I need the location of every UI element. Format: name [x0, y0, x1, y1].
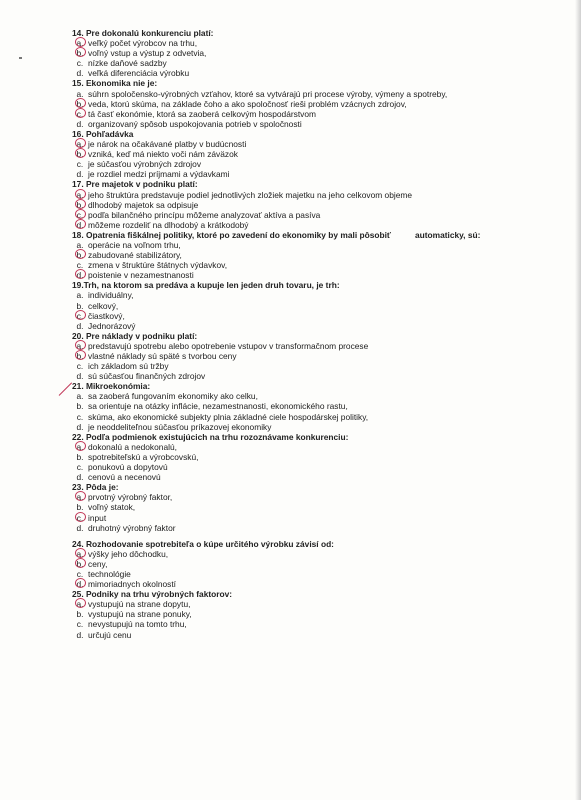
question-block [72, 28, 572, 78]
question-title [72, 230, 572, 240]
option-letter [75, 401, 85, 411]
option-letter-text: b. [76, 149, 84, 160]
answer-option [72, 599, 572, 609]
option-letter [75, 361, 85, 371]
option-letter-text: c. [76, 512, 84, 523]
option-text: zmena v štruktúre štátnych výdavkov, [88, 260, 228, 271]
question-title-text: 18. Opatrenia fiškálnej politiky, ktoré po zavedení do ekonomiky by mali pôsobiť [72, 229, 391, 240]
handwritten-circle-mark [75, 219, 86, 229]
answer-option [72, 210, 572, 220]
question-title [72, 179, 572, 189]
stray-mark [19, 57, 22, 59]
option-text: veľký počet výrobcov na trhu, [88, 38, 198, 49]
option-text: voľný vstup a výstup z odvetvia, [88, 48, 207, 59]
option-letter [75, 250, 85, 260]
answer-option [72, 452, 572, 462]
handwritten-circle-mark [75, 98, 86, 108]
answer-option [72, 290, 572, 300]
answer-option [72, 609, 572, 619]
option-letter-text: c. [76, 159, 84, 170]
option-letter [75, 270, 85, 280]
option-text: vlastné náklady sú späté s tvorbou ceny [88, 351, 237, 361]
option-letter-text: b. [76, 558, 84, 569]
option-text: je súčasťou výrobných zdrojov [88, 159, 202, 170]
option-letter [75, 502, 85, 512]
option-letter-text: a. [76, 340, 84, 351]
handwritten-circle-mark [75, 598, 86, 608]
option-text: voľný statok, [88, 502, 136, 513]
option-letter-text: d. [76, 579, 84, 590]
option-letter [75, 523, 85, 533]
option-letter [75, 58, 85, 68]
option-letter [75, 149, 85, 159]
option-letter [75, 351, 85, 361]
option-text: ceny, [88, 558, 108, 569]
answer-option [72, 391, 572, 401]
handwritten-circle-mark [75, 512, 86, 522]
answer-option [72, 169, 572, 179]
option-letter [75, 452, 85, 462]
answer-option [72, 58, 572, 68]
option-letter-text: d. [76, 629, 84, 640]
option-letter-text: a. [76, 391, 84, 402]
option-text: dokonalú a nedokonalú, [88, 441, 177, 452]
answer-option [72, 630, 572, 640]
answer-option [72, 321, 572, 331]
answer-option [72, 159, 572, 169]
option-text: dlhodobý majetok sa odpisuje [88, 199, 199, 210]
option-letter [75, 159, 85, 169]
handwritten-circle-mark [75, 189, 86, 199]
option-letter-text: d. [76, 118, 84, 129]
answer-option [72, 139, 572, 149]
answer-option [72, 559, 572, 569]
option-text: veda, ktorú skúma, na základe čoho a ako spoločnosť rieši problém vzácnych zdrojov, [88, 98, 407, 109]
option-letter [75, 169, 85, 179]
option-letter-text: d. [76, 522, 84, 533]
option-letter-text: c. [76, 411, 84, 422]
question-title-tail: automaticky, sú: [414, 229, 481, 240]
answer-option [72, 149, 572, 159]
option-letter-text: d. [76, 371, 84, 382]
question-block [72, 280, 572, 330]
question-block [72, 179, 572, 229]
option-text: vzniká, keď má niekto voči nám záväzok [88, 149, 238, 160]
option-letter-text: c. [76, 108, 84, 119]
handwritten-circle-mark [75, 548, 86, 558]
question-list [72, 28, 572, 640]
handwritten-circle-mark [75, 209, 86, 219]
option-letter-text: a. [76, 189, 84, 200]
option-letter [75, 68, 85, 78]
option-letter [75, 290, 85, 300]
answer-option [72, 341, 572, 351]
option-letter [75, 412, 85, 422]
answer-option [72, 361, 572, 371]
answer-option [72, 190, 572, 200]
answer-option [72, 301, 572, 311]
answer-option [72, 462, 572, 472]
answer-option [72, 89, 572, 99]
option-text: podľa bilančného princípu môžeme analyzovať aktíva a pasíva [88, 209, 321, 220]
option-letter-text: a. [76, 599, 84, 610]
option-text: súhrn spoločensko-výrobných vzťahov, ktoré sa vytvárajú pri procese výroby, výmeny a spotreby, [88, 88, 448, 99]
option-letter [75, 321, 85, 331]
option-letter-text: c. [76, 209, 84, 220]
option-text: veľká diferenciácia výrobku [88, 68, 190, 79]
question-title-text: 15. Ekonomika nie je: [72, 78, 158, 89]
option-letter-text: a. [76, 492, 84, 503]
option-text: sa orientuje na otázky inflácie, nezamestnanosti, ekonomického rastu, [88, 401, 348, 412]
answer-option [72, 311, 572, 321]
option-letter-text: d. [76, 472, 84, 483]
question-title-text: 21. Mikroekonómia: [72, 381, 151, 392]
option-letter-text: b. [76, 250, 84, 261]
answer-option [72, 351, 572, 361]
question-block [72, 230, 572, 280]
question-block [72, 589, 572, 639]
question-title [72, 432, 572, 442]
option-letter-text: c. [76, 361, 84, 372]
handwritten-circle-mark [75, 350, 86, 360]
answer-option [72, 109, 572, 119]
option-letter-text: a. [76, 139, 84, 150]
question-title [72, 78, 572, 88]
question-block [72, 381, 572, 431]
option-letter-text: c. [76, 462, 84, 473]
answer-option [72, 513, 572, 523]
handwritten-circle-mark [75, 37, 86, 47]
option-letter-text: c. [76, 260, 84, 271]
option-letter [75, 599, 85, 609]
question-title [72, 381, 572, 391]
answer-option [72, 220, 572, 230]
handwritten-circle-mark [75, 148, 86, 158]
question-title [72, 589, 572, 599]
option-text: cenovú a necenovú [88, 472, 161, 483]
option-letter-text: d. [76, 320, 84, 331]
answer-option [72, 619, 572, 629]
option-text: skúma, ako ekonomické subjekty plnia základné ciele hospodárskej politiky, [88, 411, 369, 422]
answer-option [72, 442, 572, 452]
option-letter [75, 609, 85, 619]
option-letter-text: a. [76, 88, 84, 99]
answer-option [72, 371, 572, 381]
option-letter-text: a. [76, 290, 84, 301]
handwritten-circle-mark [75, 138, 86, 148]
option-text: individuálny, [88, 290, 134, 301]
answer-option [72, 502, 572, 512]
option-letter-text: b. [76, 451, 84, 462]
option-letter-text: a. [76, 441, 84, 452]
question-title-text: 24. Rozhodovanie spotrebiteľa o kúpe určitého výrobku závisí od: [72, 538, 334, 549]
option-text: spotrebiteľskú a výrobcovskú, [88, 451, 199, 462]
question-title-text: 16. Pohľadávka [72, 128, 134, 139]
answer-option [72, 250, 572, 260]
option-text: nízke daňové sadzby [88, 58, 167, 69]
option-letter [75, 48, 85, 58]
option-letter-text: a. [76, 38, 84, 49]
option-text: čiastkový, [88, 310, 125, 321]
answer-option [72, 200, 572, 210]
option-text: celkový, [88, 300, 119, 311]
page-edge-shadow [575, 0, 581, 800]
option-letter [75, 619, 85, 629]
option-letter-text: b. [76, 199, 84, 210]
handwritten-circle-mark [75, 340, 86, 350]
option-text: zabudované stabilizátory, [88, 250, 182, 261]
option-letter [75, 630, 85, 640]
handwritten-circle-mark [75, 441, 86, 451]
question-title-text: 20. Pre náklady v podniku platí: [72, 330, 198, 341]
question-block [72, 78, 572, 128]
handwritten-circle-mark [75, 578, 86, 588]
question-title-text: 25. Podniky na trhu výrobných faktorov: [72, 589, 233, 600]
answer-option [72, 492, 572, 502]
handwritten-circle-mark [75, 491, 86, 501]
answer-option [72, 48, 572, 58]
option-letter [75, 371, 85, 381]
handwritten-circle-mark [75, 269, 86, 279]
option-text: input [88, 512, 107, 523]
option-text: tá časť ekonómie, ktorá sa zaoberá celkovým hospodárstvom [88, 108, 316, 119]
answer-option [72, 401, 572, 411]
question-block [72, 482, 572, 532]
option-text: poistenie v nezamestnanosti [88, 270, 194, 281]
option-letter-text: a. [76, 239, 84, 250]
option-text: výšky jeho dôchodku, [88, 548, 169, 559]
handwritten-circle-mark [75, 249, 86, 259]
question-title [72, 28, 572, 38]
question-title-text: 19.Trh, na ktorom sa predáva a kupuje len jeden druh tovaru, je trh: [72, 280, 340, 291]
option-letter [75, 472, 85, 482]
option-letter [75, 579, 85, 589]
option-letter-text: b. [76, 609, 84, 620]
handwritten-circle-mark [75, 558, 86, 568]
option-text: Jednorázový [88, 320, 136, 331]
option-letter [75, 220, 85, 230]
option-text: je neoddeliteľnou súčasťou príkazovej ekonomiky [88, 421, 272, 432]
answer-option [72, 523, 572, 533]
option-letter [75, 109, 85, 119]
option-letter-text: c. [76, 568, 84, 579]
question-title-text: 14. Pre dokonalú konkurenciu platí: [72, 28, 214, 38]
question-block [72, 331, 572, 381]
option-letter-text: c. [76, 619, 84, 630]
option-text: určujú cenu [88, 629, 132, 640]
option-text: sú súčasťou finančných zdrojov [88, 371, 206, 382]
option-text: vystupujú na strane dopytu, [88, 599, 191, 610]
question-title-text: 17. Pre majetok v podniku platí: [72, 179, 198, 190]
question-block [72, 539, 572, 589]
option-letter [75, 513, 85, 523]
option-letter-text: d. [76, 68, 84, 79]
option-letter [75, 391, 85, 401]
handwritten-circle-mark [75, 199, 86, 209]
option-text: nevystupujú na tomto trhu, [88, 619, 187, 630]
option-text: ich základom sú tržby [88, 361, 169, 372]
option-letter-text: c. [76, 58, 84, 69]
answer-option [72, 472, 572, 482]
option-letter [75, 119, 85, 129]
handwritten-slash-mark [59, 383, 72, 396]
question-title [72, 280, 572, 290]
option-letter [75, 462, 85, 472]
answer-option [72, 68, 572, 78]
option-text: je nárok na očakávané platby v budúcnosti [88, 139, 247, 150]
option-text: prvotný výrobný faktor, [88, 492, 173, 503]
answer-option [72, 579, 572, 589]
option-text: mimoriadnych okolností [88, 579, 176, 590]
option-letter-text: d. [76, 219, 84, 230]
answer-option [72, 99, 572, 109]
option-letter [75, 422, 85, 432]
option-text: sa zaoberá fungovaním ekonomiky ako celku, [88, 391, 258, 402]
question-block [72, 432, 572, 482]
question-title-text: 23. Pôda je: [72, 482, 119, 493]
option-letter-text: b. [76, 300, 84, 311]
option-letter [75, 442, 85, 452]
option-text: operácie na voľnom trhu, [88, 239, 181, 250]
answer-option [72, 260, 572, 270]
answer-option [72, 240, 572, 250]
option-text: je rozdiel medzi príjmami a výdavkami [88, 169, 230, 180]
option-text: ponukovú a dopytovú [88, 462, 168, 473]
option-letter-text: b. [76, 98, 84, 109]
answer-option [72, 119, 572, 129]
option-text: vystupujú na strane ponuky, [88, 609, 192, 620]
handwritten-circle-mark [75, 310, 86, 320]
answer-option [72, 270, 572, 280]
question-title [72, 331, 572, 341]
option-letter [75, 492, 85, 502]
option-text: organizovaný spôsob uspokojovania potrieb v spoločnosti [88, 118, 302, 129]
option-text: druhotný výrobný faktor [88, 522, 176, 533]
option-letter-text: d. [76, 421, 84, 432]
question-title [72, 129, 572, 139]
option-letter-text: b. [76, 401, 84, 412]
question-block [72, 129, 572, 179]
question-title [72, 539, 572, 549]
answer-option [72, 422, 572, 432]
option-letter [75, 559, 85, 569]
question-title-text: 22. Podľa podmienok existujúcich na trhu rozoznávame konkurenciu: [72, 431, 349, 442]
option-letter-text: d. [76, 169, 84, 180]
answer-option [72, 38, 572, 48]
option-text: technológie [88, 568, 131, 579]
answer-option [72, 569, 572, 579]
option-letter-text: a. [76, 548, 84, 559]
handwritten-circle-mark [75, 47, 86, 57]
option-letter-text: b. [76, 502, 84, 513]
option-letter [75, 311, 85, 321]
option-text: predstavujú spotrebu alebo opotrebenie vstupov v transformačnom procese [88, 340, 369, 351]
question-title [72, 482, 572, 492]
option-text: jeho štruktúra predstavuje podiel jednotlivých zložiek majetku na jeho celkovom objeme [88, 189, 413, 200]
answer-option [72, 412, 572, 422]
option-letter-text: d. [76, 270, 84, 281]
option-letter-text: c. [76, 310, 84, 321]
handwritten-circle-mark [75, 108, 86, 118]
answer-option [72, 549, 572, 559]
option-letter-text: b. [76, 48, 84, 59]
option-text: môžeme rozdeliť na dlhodobý a krátkodobý [88, 219, 249, 230]
option-letter-text: b. [76, 351, 84, 361]
